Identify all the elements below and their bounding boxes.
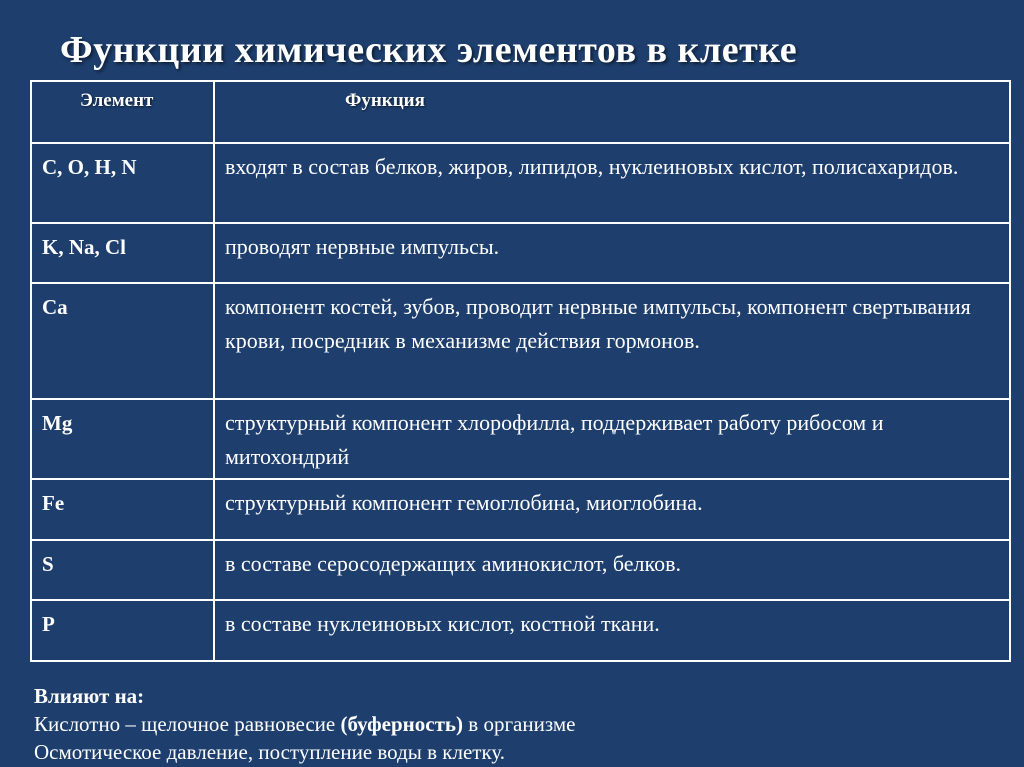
table-row (31, 479, 1010, 540)
footer-line-1 (34, 710, 575, 738)
header-element-label: Элемент (80, 90, 154, 111)
table-header-row (31, 81, 1010, 143)
header-function-label: Функция (345, 90, 425, 111)
element-cell: Ca (31, 283, 214, 399)
element-cell: Fe (31, 479, 214, 540)
function-cell: в составе серосодержащих аминокислот, белков. (214, 540, 1010, 600)
table-row (31, 600, 1010, 661)
footer-line-2: Осмотическое давление, поступление воды в клетку. (34, 740, 506, 764)
element-cell: K, Na, Cl (31, 223, 214, 283)
element-cell: C, O, H, N (31, 143, 214, 223)
element-cell: S (31, 540, 214, 600)
header-function (214, 81, 1010, 143)
footer-line-1-bold: (буферность) (340, 712, 464, 736)
footer-heading: Влияют на: (34, 684, 145, 708)
table-row (31, 223, 1010, 283)
function-cell: проводят нервные импульсы. (214, 223, 1010, 283)
table-row (31, 283, 1010, 399)
function-cell: структурный компонент хлорофилла, поддерживает работу рибосом и митохондрий (214, 399, 1010, 479)
table-row (31, 399, 1010, 479)
function-cell: входят в состав белков, жиров, липидов, нуклеиновых кислот, полисахаридов. (214, 143, 1010, 223)
element-cell: P (31, 600, 214, 661)
elements-table (30, 80, 1011, 662)
function-cell: в составе нуклеиновых кислот, костной ткани. (214, 600, 1010, 661)
table-row (31, 143, 1010, 223)
footer-line-1-end: в организме (463, 712, 576, 736)
header-element (31, 81, 214, 143)
footer-notes (34, 682, 575, 766)
footer-line-1-start: Кислотно – щелочное равновесие (34, 712, 341, 736)
function-cell: компонент костей, зубов, проводит нервные импульсы, компонент свертывания крови, посредник в механизме действия гормонов. (214, 283, 1010, 399)
function-cell: структурный компонент гемоглобина, миоглобина. (214, 479, 1010, 540)
slide-title: Функции химических элементов в клетке (60, 29, 798, 71)
element-cell: Mg (31, 399, 214, 479)
table-row (31, 540, 1010, 600)
